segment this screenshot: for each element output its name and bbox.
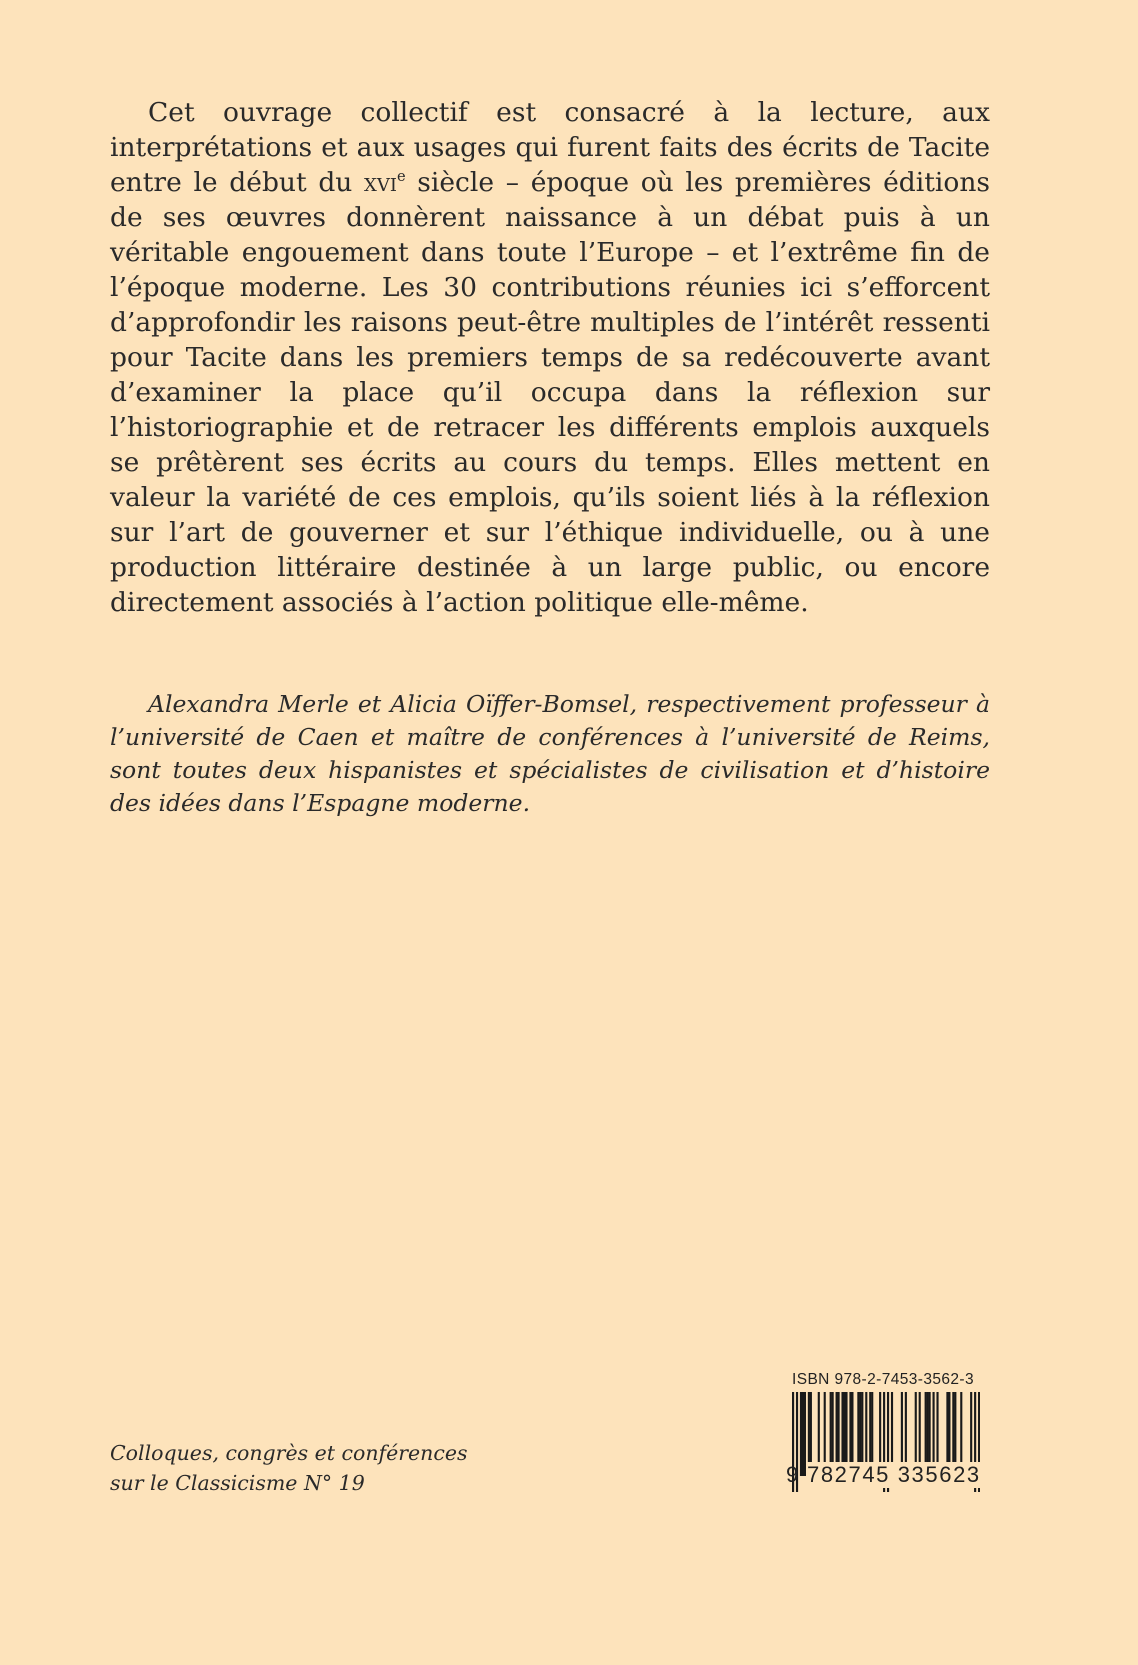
barcode-bar [802, 1392, 804, 1476]
ean-remaining-digits: 782745 335623 [807, 1462, 981, 1487]
century-superscript: e [396, 168, 406, 186]
authors-note: Alexandra Merle et Alicia Oïffer-Bomsel, respectivement professeur à l’université de Caen et maître de conférences à l’université de Reims, sont toutes deux hispanistes et spécialistes de civilisation et d’histoire des idées dans l’Espagne moderne. [110, 690, 990, 817]
series-line-1: Colloques, congrès et conférences [110, 1441, 468, 1465]
isbn-barcode [786, 1371, 981, 1487]
series-info [110, 1438, 468, 1498]
isbn-label: ISBN 978-2-7453-3562-3 [792, 1371, 974, 1388]
ean-first-digit: 9 [786, 1462, 800, 1487]
barcode-bar [800, 1392, 802, 1476]
summary-text-start: Cet ouvrage collectif est consacré à la lecture, aux interprétations et aux usages qui furent faits des écrits de Tacite entre le début du [110, 97, 990, 198]
series-line-2: sur le Classicisme N° 19 [110, 1471, 365, 1495]
summary-text-end: siècle – époque où les premières éditions de ses œuvres donnèrent naissance à un débat puis à un véritable engouement dans toute l’Europe – et l’extrême fin de l’époque moderne. Les 30 contributions réunies ici s’efforcent d’approfondir les raisons peut-être multiples de l’intérêt ressenti pour Tacite dans les premiers temps de sa redécouverte avant d’examiner la place qu’il occupa dans la réflexion sur l’historiographie et de retracer les différents emplois auxquels se prêtèrent ses écrits au cours du temps. Elles mettent en valeur la variété de ces emplois, qu’ils soient liés à la réflexion sur l’art de gouverner et sur l’éthique individuelle, ou à une production littéraire destinée à un large public, ou encore directement associés à l’action politique elle-même. [110, 167, 990, 618]
summary-paragraph [110, 95, 990, 620]
century-numeral: xvi [364, 168, 397, 197]
